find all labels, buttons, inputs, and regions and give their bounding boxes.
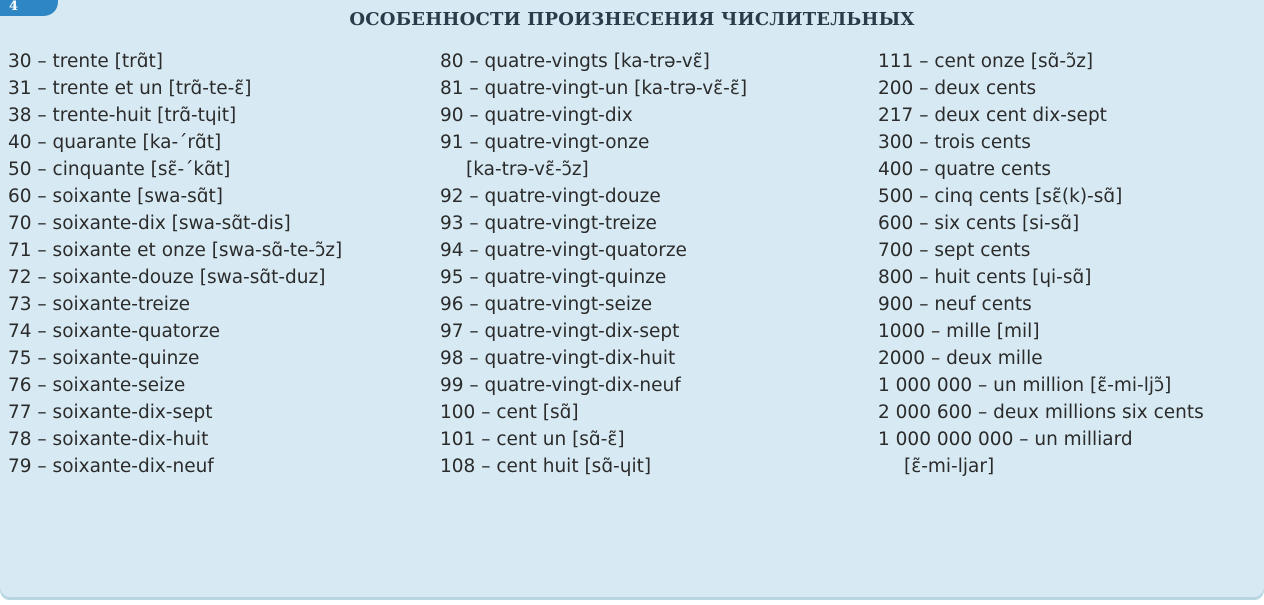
numeral-entry: 38 – trente-huit [trɑ̃-tɥit] [8,105,237,126]
numeral-entry: 71 – soixante et onze [swa-sɑ̃-te-ɔ̃z] [8,240,343,261]
numeral-entry: 80 – quatre-vingts [ka-trə-vɛ̃] [440,51,710,72]
numeral-entry: 79 – soixante-dix-neuf [8,456,214,477]
numeral-entry: 700 – sept cents [878,240,1031,261]
section-number-badge: 4 [0,0,58,16]
numeral-entry: 800 – huit cents [ɥi-sɑ̃] [878,267,1092,288]
numeral-entry: 1000 – mille [mil] [878,321,1040,342]
numeral-entry: 600 – six cents [si-sɑ̃] [878,213,1080,234]
numeral-entry: 90 – quatre-vingt-dix [440,105,633,126]
numeral-entry: 31 – trente et un [trɑ̃-te-ɛ̃] [8,78,252,99]
numeral-entry: 93 – quatre-vingt-treize [440,213,657,234]
numeral-entry: 76 – soixante-seize [8,375,186,396]
numeral-entry: 400 – quatre cents [878,159,1052,180]
numeral-entry: 200 – deux cents [878,78,1037,99]
numeral-transcription: [ka-trə-vɛ̃-ɔ̃z] [466,159,589,180]
numerals-column-1 [8,48,342,480]
numeral-entry: 500 – cinq cents [sɛ̃(k)-sɑ̃] [878,186,1123,207]
numeral-entry: 72 – soixante-douze [swa-sɑ̃t-duz] [8,267,326,288]
numeral-entry: 217 – deux cent dix-sept [878,105,1107,126]
numeral-entry: 75 – soixante-quinze [8,348,200,369]
numeral-entry: 92 – quatre-vingt-douze [440,186,661,207]
numeral-entry: 2 000 600 – deux millions six cents [878,402,1204,423]
numeral-entry: 73 – soixante-treize [8,294,191,315]
numeral-entry: 94 – quatre-vingt-quatorze [440,240,687,261]
numeral-entry: 50 – cinquante [sɛ̃-ˊkɑ̃t] [8,159,231,180]
numeral-entry: 95 – quatre-vingt-quinze [440,267,667,288]
numerals-column-3 [878,48,1204,480]
numeral-entry: 78 – soixante-dix-huit [8,429,209,450]
numeral-entry: 111 – cent onze [sɑ̃-ɔ̃z] [878,51,1094,72]
numeral-entry: 300 – trois cents [878,132,1031,153]
numeral-entry: 81 – quatre-vingt-un [ka-trə-vɛ̃-ɛ̃] [440,78,748,99]
numeral-entry: 98 – quatre-vingt-dix-huit [440,348,676,369]
numeral-entry: 101 – cent un [sɑ̃-ɛ̃] [440,429,625,450]
numeral-entry: 2000 – deux mille [878,348,1043,369]
numeral-transcription: [ɛ̃-mi-ljar] [904,456,995,477]
numeral-entry: 30 – trente [trɑ̃t] [8,51,163,72]
page-title: ОСОБЕННОСТИ ПРОИЗНЕСЕНИЯ ЧИСЛИТЕЛЬНЫХ [349,9,915,30]
numeral-entry: 91 – quatre-vingt-onze [440,132,650,153]
numeral-entry: 97 – quatre-vingt-dix-sept [440,321,680,342]
numerals-column-2 [440,48,747,480]
numeral-entry: 108 – cent huit [sɑ̃-ɥit] [440,456,652,477]
numeral-entry: 40 – quarante [ka-ˊrɑ̃t] [8,132,222,153]
numeral-entry: 60 – soixante [swa-sɑ̃t] [8,186,224,207]
numeral-entry: 70 – soixante-dix [swa-sɑ̃t-dis] [8,213,291,234]
numeral-entry: 1 000 000 – un million [ɛ̃-mi-ljɔ̃] [878,375,1172,396]
numeral-entry: 99 – quatre-vingt-dix-neuf [440,375,681,396]
numeral-entry: 96 – quatre-vingt-seize [440,294,653,315]
numeral-entry: 100 – cent [sɑ̃] [440,402,579,423]
numeral-entry: 77 – soixante-dix-sept [8,402,213,423]
numeral-entry: 1 000 000 000 – un milliard [878,429,1133,450]
numeral-entry: 900 – neuf cents [878,294,1032,315]
numeral-entry: 74 – soixante-quatorze [8,321,221,342]
